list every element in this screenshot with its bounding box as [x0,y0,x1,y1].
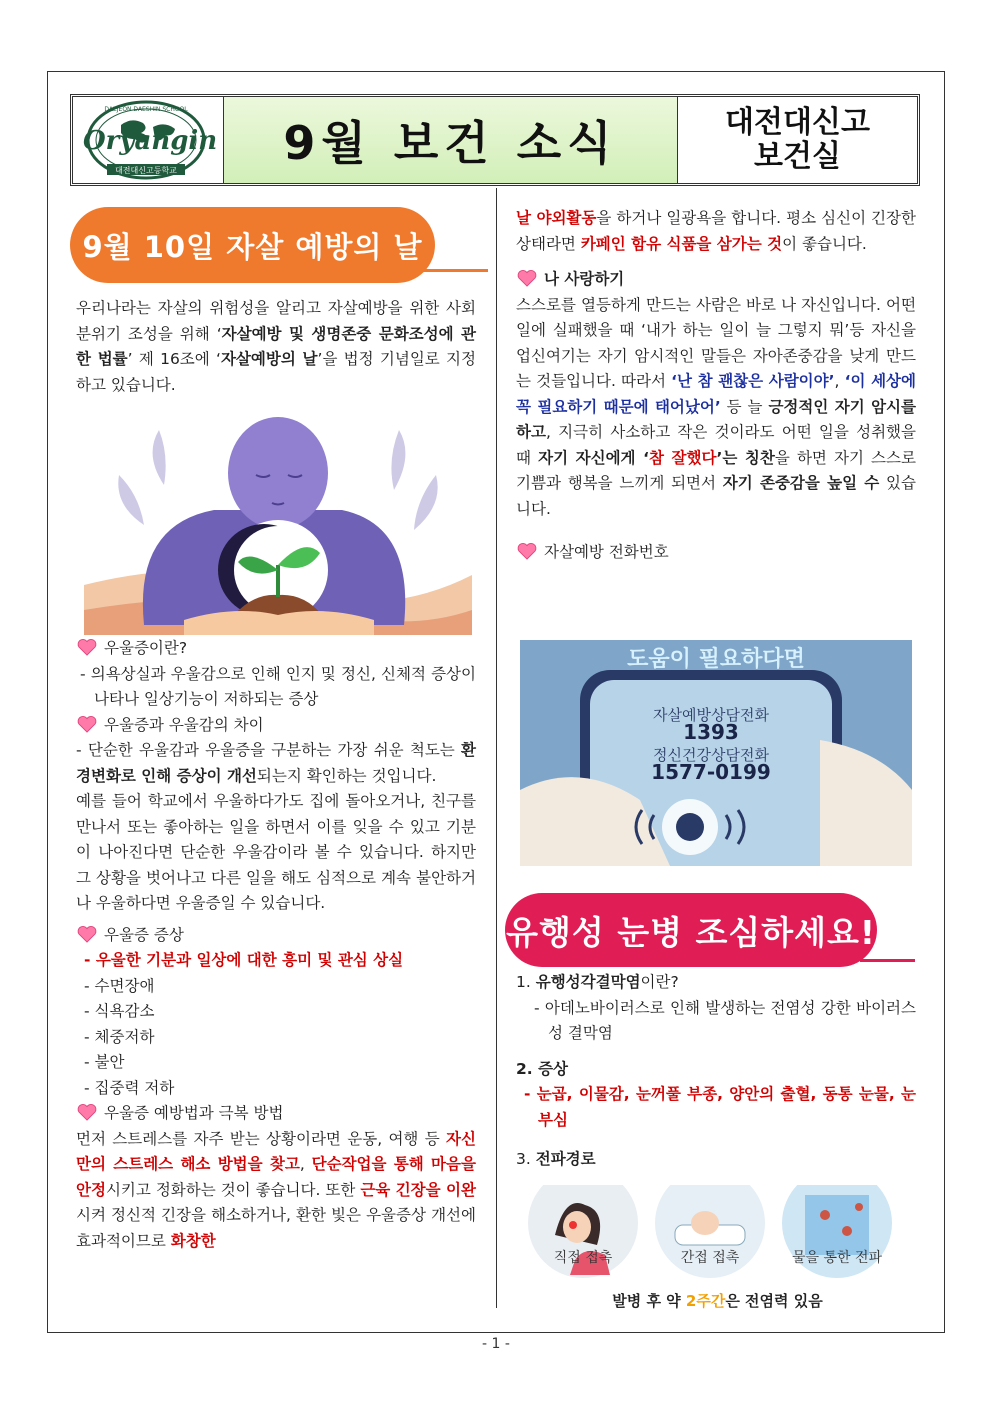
text-run: 자살예방 및 생명존중 문화조성에 관한 법률 [76,324,477,368]
text-run: , 지극히 사소하고 작은 것이라도 어떤 일을 성취했을 때 [516,423,916,467]
heart-icon [76,925,98,943]
text-run: 화창한 [170,1231,216,1250]
text-run: 긍정적인 자기 암시를 하고 [516,397,916,441]
text-run: 환경변화로 인해 증상이 개선 [76,741,476,785]
definition-text: - 아데노바이러스로 인해 발생하는 전염성 강한 바이러스성 결막염 [534,998,916,1042]
text-run: 스스로를 열등하게 만드는 사람은 바로 나 자신입니다. 어떤 일에 실패했을 때 ‘내가 하는 일이 늘 그렇지 뭐’등 자신을 업신여기는 자기 암시적인 말들은 자아존중감을 낮게 만드는 것들입니다. 따라서 [516,295,916,390]
school-emblem-icon [73,97,219,183]
hotline-heading: 도움이 필요하다면 [627,647,805,672]
section-self-love: 나 사랑하기 [516,267,916,293]
hotline-phone-image [520,640,912,866]
text-run: 근육 긴장을 이완 [360,1180,476,1199]
school-name: 대전대신고 보건실 [725,105,870,174]
school-logo [73,97,224,183]
svg-text:대전대신고등학교: 대전대신고등학교 [115,166,177,175]
section-depression-definition: 우울증이란? [76,636,476,662]
text-run: ’ 제 16조에 ‘ [127,350,221,368]
item-transmission: 3. 전파경로 [516,1150,596,1168]
banner-underline [860,959,915,962]
text-run: 을 하거나 일광욕을 합니다. 평소 심신이 긴장한 상태라면 [516,209,916,253]
text-run: 자기 존중감을 높일 수 [722,474,880,492]
heart-icon [516,542,538,560]
suicide-prevention-banner: 9월 10일 자살 예방의 날 [70,207,435,283]
symptom-main: - 우울한 기분과 일상에 대한 흥미 및 관심 상실 [84,951,404,969]
text-run: 되는지 확인하는 것입니다. [256,766,437,785]
left-column-intro [76,296,476,398]
svg-text:DAEJEON DAESHIN SCHOOL: DAEJEON DAESHIN SCHOOL [104,106,188,113]
intro-paragraph [76,296,476,398]
symptom-item: - 체중저하 [84,1027,155,1046]
hotline-number-2: 1577-0199 [651,760,771,784]
heart-icon [76,1103,98,1121]
depression-difference-example: 예를 들어 학교에서 우울하다가도 집에 돌아오거나, 친구를 만나서 또는 좋아하는 일을 하면서 이를 잊을 수 있고 기분이 나아진다면 단순한 우울감이라 볼 수 있습니다. 하지만 그 상황을 벗어나고 다른 일을 해도 심적으로 계속 불안하거나 우울하다면 우울증일 수 있습니다. [76,792,476,912]
text-run: 시키고 정화하는 것이 좋습니다. 또한 [105,1180,361,1199]
section-depression-symptoms: 우울증 증상 [76,923,476,949]
text-run: 자살예방의 날 [220,350,318,368]
eye-disease-section [516,970,916,1173]
section-prevention-methods: 우울증 예방법과 극복 방법 [76,1101,476,1127]
symptom-item: - 불안 [84,1053,125,1071]
text-run: 먼저 스트레스를 자주 받는 상황이라면 운동, 여행 등 [76,1129,447,1148]
text-run: 참 잘했다 [648,448,717,467]
continued-paragraph [516,206,916,257]
symptom-list [76,974,476,1102]
hotline-label-1: 자살예방상담전화 [653,706,769,724]
text-run: ‘난 참 괜찮은 사람이야’ [671,372,835,390]
text-run: ’는 칭찬 [716,448,775,467]
contagious-period-note: 발병 후 약 2주간은 전염력 있음 [612,1292,823,1310]
newsletter-header [70,94,920,186]
text-run: - 단순한 우울감과 우울증을 구분하는 가장 쉬운 척도는 [76,741,462,759]
item-definition: 1. 유행성각결막염이란? [516,973,679,991]
text-run: , [299,1155,312,1173]
depression-difference-text [76,738,476,789]
hotline-number-1: 1393 [683,720,739,744]
transmission-label: 직접 접촉 [553,1250,613,1266]
text-run: 시켜 정신적 긴장을 해소하거나, 환한 빛은 우울증상 개선에 효과적이므로 [76,1206,476,1250]
self-love-text [516,293,916,523]
transmission-label: 간접 접촉 [680,1250,740,1266]
eye-disease-banner: 유행성 눈병 조심하세요! [505,893,877,967]
text-run: 단순작업을 통해 마음을 안정 [76,1155,476,1199]
logo-script-text: Oryangin [83,126,218,156]
page-number: - 1 - [482,1336,510,1352]
text-run: 있습니다. [516,474,917,518]
text-run: 이 좋습니다. [782,234,867,253]
symptom-item: - 수면장애 [84,976,155,995]
hotline-label-2: 정신건강상담전화 [653,746,769,764]
transmission-label: 물을 통한 전파 [791,1250,883,1266]
heart-icon [76,715,98,733]
heart-icon [516,269,538,287]
prevention-methods-text [76,1127,476,1255]
text-run: ‘이 세상에 꼭 필요하기 때문에 태어났어’ [516,372,916,416]
text-run: , [834,372,845,390]
text-run: 카페인 함유 식품을 삼가는 것 [580,234,783,253]
page-title: 9월 보건 소식 [224,97,678,183]
person-with-sprout-illustration [84,415,472,635]
text-run: 우리나라는 자살의 위험성을 알리고 자살예방을 위한 사회 분위기 조성을 위해 ‘ [76,299,476,343]
column-divider [496,188,497,1308]
section-depression-difference: 우울증과 우울감의 차이 [76,713,476,739]
item-symptoms: 2. 증상 [516,1059,569,1078]
text-run: 날 야외활동 [516,209,597,227]
left-column-sections [76,636,476,1254]
text-run: ’을 법정 기념일로 지정하고 있습니다. [76,350,476,394]
symptoms-text: - 눈곱, 이물감, 눈꺼풀 부종, 양안의 출혈, 동통 눈물, 눈부심 [524,1085,916,1129]
text-run: 자신만의 스트레스 해소 방법을 찾고 [76,1129,476,1173]
text-run: 등 늘 [720,397,769,416]
symptom-item: - 식욕감소 [84,1002,155,1020]
section-hotline: 자살예방 전화번호 [516,540,916,566]
text-run: 을 하면 자기 스스로 기쁨과 행복을 느끼게 되면서 [516,448,916,492]
symptom-item: - 집중력 저하 [84,1078,175,1097]
right-column [516,206,916,566]
banner-underline [420,269,488,272]
text-run: 자기 자신에게 ‘ [538,448,649,467]
depression-definition-text: - 의욕상실과 우울감으로 인해 인지 및 정신, 신체적 증상이 나타나 일상기능이 저하되는 증상 [80,664,476,708]
heart-icon [76,638,98,656]
